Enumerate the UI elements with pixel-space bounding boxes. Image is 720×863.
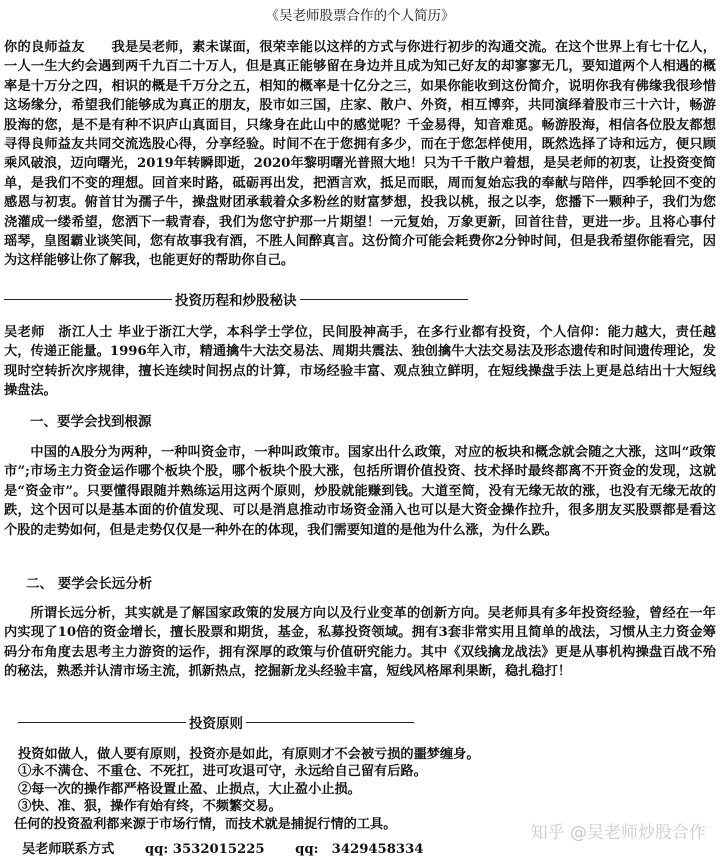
section-title-history: 投资历程和炒股秘诀 (175, 293, 297, 309)
find-root-paragraph: 中国的A股分为两种，一种叫资金市，一种叫政策市。国家出什么政策，对应的板块和概念就会随之大涨，这叫“政策市”;市场主力资金运作哪个板块个股，哪个板块个股大涨，包括所谓价值投资、技术择时最终都离不开资金的发现，这就是“资金市”。只要懂得跟随并熟练运用这两个原则，炒股就能赚到钱。大道至简，没有无缘无故的涨，也没有无缘无故的跌，这个因可以是基本面的价值发现、可以是消息推动市场资金涌入也可以是大资金操作拉升，很多朋友买股票都是看这个股的走势如何，但是走势仅仅是一种外在的体现，我们需要知道的是他为什么涨，为什么跌。 (4, 445, 716, 538)
divider-line-left (18, 722, 186, 723)
long-term-paragraph: 所谓长远分析，其实就是了解国家政策的发展方向以及行业变革的创新方向。吴老师具有多年投资经验，曾经在一年内实现了10倍的资金增长，擅长股票和期货，基金，私募投资领域。拥有3套非常实用且简单的战法，习惯从主力资金筹码分布角度去思考主力游资的运作，拥有深厚的政策与价值研究能力。其中《双线擒龙战法》更是从事机构操盘百战不殆的秘法，熟悉并认清市场主流，抓新热点，挖掘新龙头经验丰富，短线风格犀利果断，稳扎稳打！ (4, 606, 716, 680)
divider-line-right (246, 722, 414, 723)
section-divider-history (4, 289, 468, 309)
principle-item: ②每一次的操作都严格设置止盈、止损点，大止盈小止损。 (18, 781, 361, 797)
section-divider-principles (18, 712, 414, 732)
bio-paragraph: 吴老师 浙江人士 毕业于浙江大学，本科学士学位，民间股神高手，在多行业都有投资，个人信仰：能力越大，责任越大，传递正能量。1996年入市，精通擒牛大法交易法、周期共震法、独创擒牛大法交易法及形态遗传和时间遗传理论，发现时空转折次序规律，擅长连续时间拐点的计算，市场经验丰富、观点独立鲜明，在短线操盘手法上更是总结出十大短线操盘法。 (4, 325, 716, 399)
principle-item: ③快、准、狠，操作有始有终，不频繁交易。 (18, 799, 282, 815)
zhihu-watermark: 知乎 @吴老师炒股合作 (530, 823, 706, 843)
principles-list (14, 746, 614, 833)
contact-qq-secondary: qq: 3429458334 (295, 842, 424, 857)
divider-line-left (4, 299, 172, 300)
contact-info (22, 838, 449, 857)
principle-item: ①永不满仓、不重仓、不死扛，进可攻退可守，永远给自己留有后路。 (18, 764, 427, 780)
divider-line-right (300, 299, 468, 300)
principle-conclusion: 任何的投资盈利都来源于市场行情，而技术就是捕捉行情的工具。 (14, 816, 397, 832)
principle-intro: 投资如做人，做人要有原则，投资亦是如此，有原则才不会被亏损的噩梦缠身。 (18, 747, 480, 762)
contact-label: 吴老师联系方式 (22, 842, 115, 857)
heading-find-root: 一、要学会找到根源 (30, 414, 152, 430)
intro-paragraph: 你的良师益友 我是吴老师，素未谋面，很荣幸能以这样的方式与你进行初步的沟通交流。在这个世界上有七十亿人，一人一生大约会遇到两千九百二十万人，但是真正能够留在身边并且成为知己好友的却寥寥无几，要知道两个人相遇的概率是十万分之四，相识的概是千万分之五，相知的概率是十亿分之三，如果你能收到这份简介，说明你我有佛缘我很珍惜这场缘分，希望我们能够成为真正的朋友，股市如三国，庄家、散户、外资，相互博弈，共同演绎着股市三十六计，畅游股海的您，是不是有种不识庐山真面目，只缘身在此山中的感觉呢？千金易得，知音难觅。畅游股海，相信各位股友都想寻得良师益友共同交流选股心得，分享经验。时间不在于您拥有多少，而在于您怎样使用，既然选择了诗和远方，便只顾乘风破浪，迈向曙光，2019年转瞬即逝，2020年黎明曙光普照大地！只为千千散户着想，是吴老师的初衷，让投资变简单，是我们不变的理想。回首来时路，砥砺再出发，把酒言欢，抵足而眠，周而复始忘我的奉献与陪伴，四季轮回不变的感恩与初衷。俯首甘为孺子牛，操盘财团承载着众多粉丝的财富梦想，投我以桃，报之以李，您播下一颗种子，我们为您浇灌成一缕希望，您洒下一载青春，我们为您守护那一片期望！一元复始，万象更新，回首往昔，更进一步。且将心事付瑶琴，皇图霸业谈笑间，您有故事我有酒，不胜人间醉真言。这份简介可能会耗费你2分钟时间，但是我希望你能看完，因为这样能够让你了解我，也能更好的帮助你自己。 (4, 40, 716, 269)
heading-long-term: 二、 要学会长远分析 (26, 576, 153, 592)
contact-qq-primary: qq: 3532015225 (144, 842, 265, 857)
section-title-principles: 投资原则 (189, 716, 243, 732)
document-title: 《吴老师股票合作的个人简历》 (265, 8, 455, 24)
